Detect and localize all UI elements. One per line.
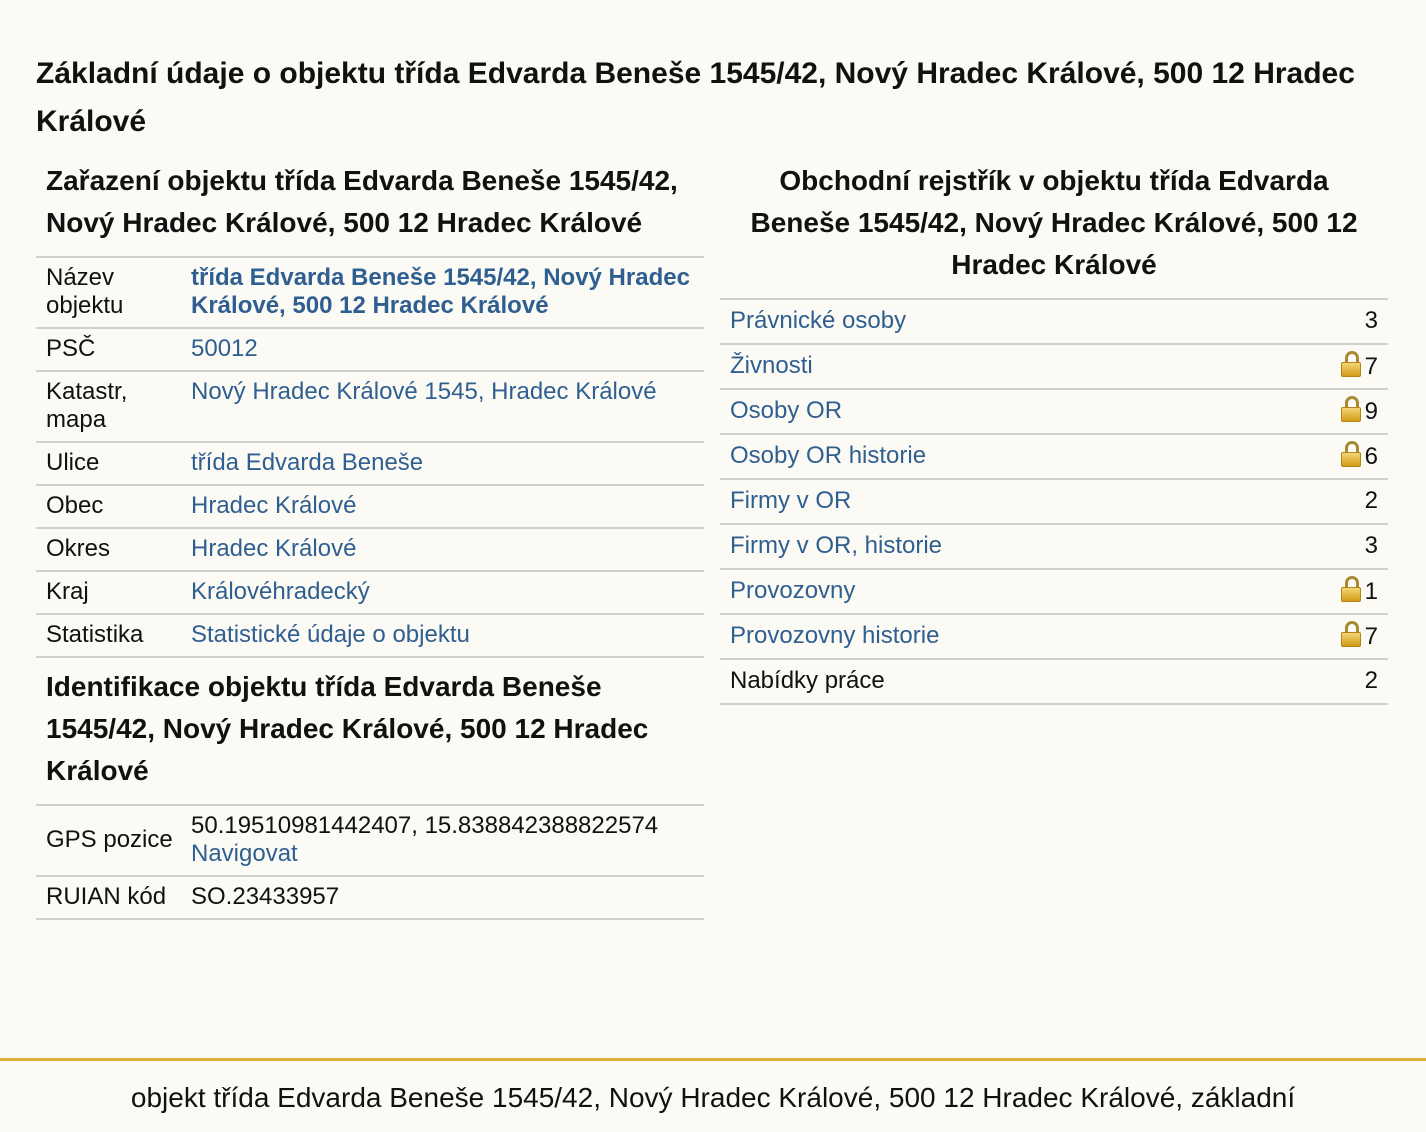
table-row: [720, 479, 1388, 524]
business-register-heading: Obchodní rejstřík v objektu třída Edvarda Beneše 1545/42, Nový Hradec Králové, 500 12 Hradec Králové: [750, 165, 1358, 280]
row-label: Kraj: [36, 571, 183, 614]
table-row: [36, 442, 704, 485]
table-row: [36, 528, 704, 571]
classification-heading: Zařazení objektu třída Edvarda Beneše 1545/42, Nový Hradec Králové, 500 12 Hradec Králové: [46, 165, 678, 238]
lock-icon[interactable]: [1341, 621, 1361, 647]
row-label: Statistika: [36, 614, 183, 657]
business-register-table: [720, 298, 1388, 705]
table-row: [720, 299, 1388, 344]
table-row: [36, 371, 704, 442]
count: 2: [1256, 479, 1388, 524]
table-row: [720, 524, 1388, 569]
postal-code-link[interactable]: 50012: [191, 335, 258, 362]
count: 9: [1364, 398, 1378, 425]
count: 3: [1256, 299, 1388, 344]
row-label: Okres: [36, 528, 183, 571]
count: 3: [1256, 524, 1388, 569]
ruian-code: SO.23433957: [183, 876, 704, 919]
gps-coordinates: 50.19510981442407, 15.838842388822574: [191, 812, 659, 839]
lock-icon[interactable]: [1341, 396, 1361, 422]
statistics-link[interactable]: Statistické údaje o objektu: [191, 621, 470, 648]
count: 7: [1364, 623, 1378, 650]
table-row: [36, 485, 704, 528]
table-row: [36, 805, 704, 876]
establishments-history-link[interactable]: Provozovny historie: [730, 622, 940, 649]
ruian-label: RUIAN kód: [36, 876, 183, 919]
gps-label: GPS pozice: [36, 805, 183, 876]
row-label: Katastr, mapa: [36, 371, 183, 442]
table-row: [720, 614, 1388, 659]
count: 1: [1364, 578, 1378, 605]
page-title: Základní údaje o objektu třída Edvarda Beneše 1545/42, Nový Hradec Králové, 500 12 Hradec Králové: [36, 57, 1355, 138]
region-link[interactable]: Královéhradecký: [191, 578, 370, 605]
classification-column: [36, 160, 704, 920]
cadastre-link[interactable]: Nový Hradec Králové 1545, Hradec Králové: [191, 378, 657, 405]
table-row: [36, 328, 704, 371]
table-row: [36, 614, 704, 657]
table-row: [36, 876, 704, 919]
business-register-column: [720, 160, 1388, 705]
lock-icon[interactable]: [1341, 351, 1361, 377]
street-link[interactable]: třída Edvarda Beneše: [191, 449, 424, 476]
persons-or-history-link[interactable]: Osoby OR historie: [730, 442, 927, 469]
table-row: [720, 434, 1388, 479]
legal-entities-link[interactable]: Právnické osoby: [730, 307, 907, 334]
lock-icon[interactable]: [1341, 576, 1361, 602]
persons-or-link[interactable]: Osoby OR: [730, 397, 843, 424]
table-row: [36, 571, 704, 614]
identification-heading: Identifikace objektu třída Edvarda Beneše 1545/42, Nový Hradec Králové, 500 12 Hradec Králové: [46, 671, 649, 786]
object-name-link[interactable]: třída Edvarda Beneše 1545/42, Nový Hradec Králové, 500 12 Hradec Králové: [191, 264, 690, 319]
table-row: [720, 659, 1388, 704]
identification-table: [36, 804, 704, 920]
row-label: Ulice: [36, 442, 183, 485]
count: 6: [1364, 443, 1378, 470]
row-label: Název objektu: [36, 257, 183, 328]
row-label: Obec: [36, 485, 183, 528]
row-label: PSČ: [36, 328, 183, 371]
table-row: [720, 344, 1388, 389]
establishments-link[interactable]: Provozovny: [730, 577, 856, 604]
navigate-link[interactable]: Navigovat: [191, 840, 298, 867]
footer-divider: [0, 1058, 1426, 1061]
municipality-link[interactable]: Hradec Králové: [191, 492, 357, 519]
footer-text: objekt třída Edvarda Beneše 1545/42, Nový Hradec Králové, 500 12 Hradec Králové, základní: [130, 1082, 1296, 1113]
count: 7: [1364, 353, 1378, 380]
classification-table: [36, 256, 704, 658]
companies-or-link[interactable]: Firmy v OR: [730, 487, 852, 514]
table-row: [720, 389, 1388, 434]
table-row: [720, 569, 1388, 614]
table-row: [36, 257, 704, 328]
companies-or-history-link[interactable]: Firmy v OR, historie: [730, 532, 943, 559]
trade-licenses-link[interactable]: Živnosti: [730, 352, 813, 379]
lock-icon[interactable]: [1341, 441, 1361, 467]
count: 2: [1256, 659, 1388, 704]
district-link[interactable]: Hradec Králové: [191, 535, 357, 562]
job-offers-label: Nabídky práce: [720, 659, 1256, 704]
